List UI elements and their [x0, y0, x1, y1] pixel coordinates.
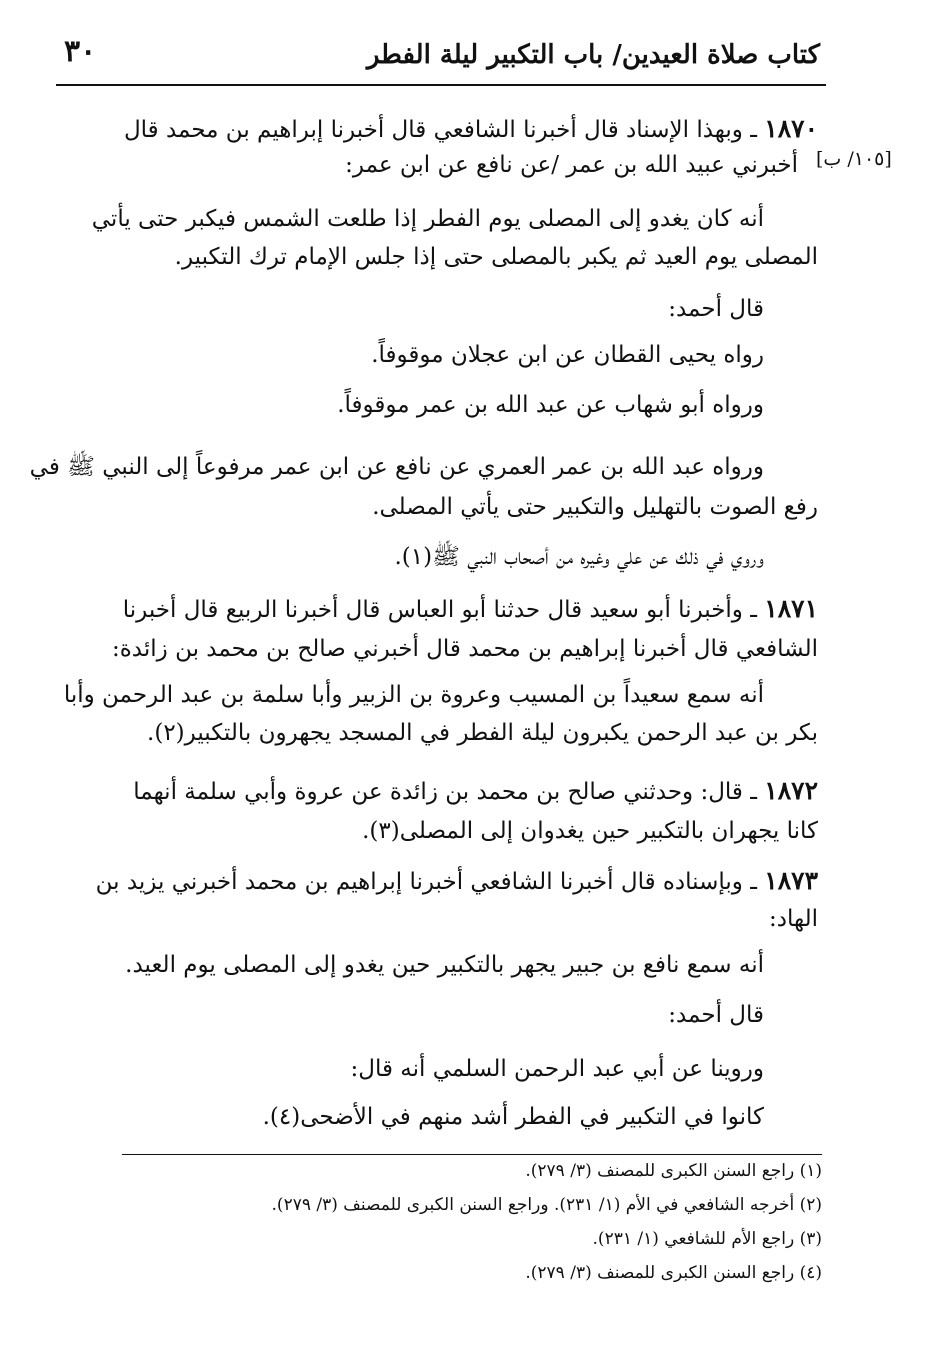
hadith-text: ـ وبإسناده قال أخبرنا الشافعي أخبرنا إبراهيم بن محمد أخبرني يزيد بن — [95, 869, 757, 895]
footnote-1: (١) راجع السنن الكبرى للمصنف (٣/ ٢٧٩). — [525, 1161, 822, 1181]
footnote-2: (٢) أخرجه الشافعي في الأم (١/ ٢٣١). وراجع السنن الكبرى للمصنف (٣/ ٢٧٩). — [271, 1195, 822, 1215]
hadith-text: ـ وأخبرنا أبو سعيد قال حدثنا أبو العباس قال أخبرنا الربيع قال أخبرنا — [122, 597, 757, 623]
hadith-1871-line-2: الشافعي قال أخبرنا إبراهيم بن محمد قال أخبرني صالح بن محمد بن زائدة: — [111, 636, 818, 662]
hadith-1870-line-2: أخبرني عبيد الله بن عمر /عن نافع عن ابن عمر: — [345, 152, 798, 178]
qal-ahmad-2: قال أحمد: — [668, 1002, 764, 1028]
hadith-number: ١٨٧١ — [764, 594, 818, 623]
hadith-number: ١٨٧٠ — [764, 114, 818, 143]
hadith-1871-matn-2: بكر بن عبد الرحمن يكبرون ليلة الفطر في المسجد يجهرون بالتكبير(٢). — [147, 720, 818, 746]
footnote-rule — [122, 1154, 822, 1155]
page-number: ٣٠ — [64, 34, 97, 69]
hadith-text: ـ وبهذا الإسناد قال أخبرنا الشافعي قال أخبرنا إبراهيم بن محمد قال — [123, 117, 757, 143]
hadith-text: ـ قال: وحدثني صالح بن محمد بن زائدة عن عروة وأبي سلمة أنهما — [133, 779, 757, 805]
narration-3-line-2: رفع الصوت بالتهليل والتكبير حتى يأتي المصلى. — [372, 494, 818, 520]
narration-3-line-1: ورواه عبد الله بن عمر العمري عن نافع عن ابن عمر مرفوعاً إلى النبي ﷺ في — [29, 454, 764, 480]
narration-5: وروينا عن أبي عبد الرحمن السلمي أنه قال: — [350, 1056, 764, 1082]
hadith-1871-matn-1: أنه سمع سعيداً بن المسيب وعروة بن الزبير وأبا سلمة بن عبد الرحمن وأبا — [63, 682, 764, 708]
hadith-1870-line-1 — [124, 114, 818, 145]
manuscript-folio-note: [١٠٥/ ب] — [816, 148, 892, 170]
hadith-1872-line-2: كانا يجهران بالتكبير حين يغدوان إلى المصلى(٣). — [362, 818, 818, 844]
hadith-1873-line-1 — [96, 866, 818, 897]
hadith-1870-matn-2: المصلى يوم العيد ثم يكبر بالمصلى حتى إذا جلس الإمام ترك التكبير. — [174, 244, 818, 270]
qal-ahmad-1: قال أحمد: — [668, 296, 764, 322]
footnote-4: (٤) راجع السنن الكبرى للمصنف (٣/ ٢٧٩). — [525, 1263, 822, 1283]
hadith-1872-line-1 — [133, 776, 818, 807]
hadith-1870-matn-1: أنه كان يغدو إلى المصلى يوم الفطر إذا طلعت الشمس فيكبر حتى يأتي — [91, 206, 764, 232]
hadith-number: ١٨٧٣ — [764, 866, 818, 895]
hadith-1873-line-2: الهاد: — [769, 906, 818, 932]
narration-2: ورواه أبو شهاب عن عبد الله بن عمر موقوفاً. — [337, 392, 764, 418]
header-rule — [56, 84, 826, 86]
hadith-1873-matn: أنه سمع نافع بن جبير يجهر بالتكبير حين يغدو إلى المصلى يوم العيد. — [125, 952, 764, 978]
narration-4: وروي في ذلك عن علي وغيره من أصحاب النبي ﷺ(١). — [394, 544, 764, 570]
footnote-3: (٣) راجع الأم للشافعي (١/ ٢٣١). — [592, 1229, 822, 1249]
running-header — [56, 30, 820, 82]
narration-1: رواه يحيى القطان عن ابن عجلان موقوفاً. — [371, 342, 764, 368]
narration-6: كانوا في التكبير في الفطر أشد منهم في الأضحى(٤). — [262, 1104, 764, 1130]
hadith-number: ١٨٧٢ — [764, 776, 818, 805]
hadith-1871-line-1 — [123, 594, 818, 625]
chapter-title: كتاب صلاة العيدين/ باب التكبير ليلة الفطر — [366, 40, 820, 70]
